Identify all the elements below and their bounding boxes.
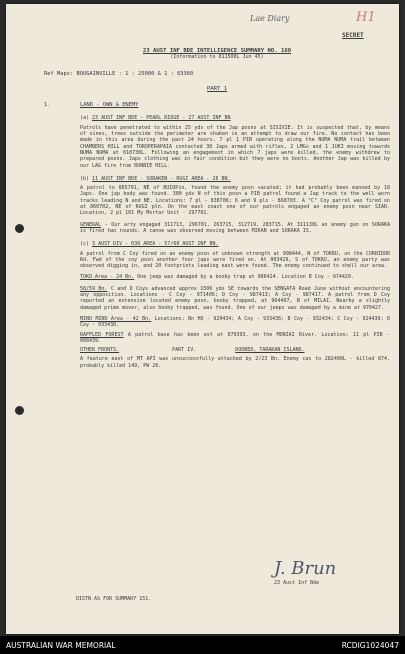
punch-hole [15,406,24,415]
distribution-note: DISTN AS FOR SUMMARY 151. [76,596,152,602]
page-mark: H1 [356,10,376,25]
toko-paragraph: TOKO Area - 24 Bn. One jeep was damaged by a booby trap at 986424. Location B Coy - 974429. [80,274,354,281]
subsection-a-heading: (a) 23 AUST INF BDE - PEARL RIDGE - 27 AUST INF BN [80,115,231,122]
document-title: 23 AUST INF BDE INTELLIGENCE SUMMARY NO. 160 [142,48,292,54]
archive-name: AUSTRALIAN WAR MEMORIAL [6,641,116,650]
other-fronts-heading: OTHER FRONTS. PART IV. DOOBED, TARAKAN ISLAND. [80,347,305,354]
section-number: 1. [44,102,51,109]
document-subtitle: (Information to 011500L Jun 45) [170,54,264,61]
archive-footer [0,636,405,654]
subsection-b-heading: (b) 11 AUST INF BDE - SORAKEN - RUGI AREA - 26 BN. [80,175,231,182]
punch-hole [15,224,24,233]
subsection-b-text: A patrol to 865701, NE of BUIOPin, found the enemy posn vacated; it had probably been manned by 18 Japs. One jap body was found. 300 yds N of this posn a PIB patrol found a Jap track to the well worn tracks leading N and NE. Locations: 7 pl - 838706; 6 and 9 pls - 868703. A "C" Coy patrol was fired on at 860702, NE of RUGI pln. On the east coast one of our patrols engaged an enemy posn near SIAR. Location, 2 pl 101 My Mortar Unit - 297701. [80,185,390,217]
signature-block: 23 Aust Inf Bde [274,580,320,586]
ravens-paragraph: RAFFLED FOREST A patrol base has been est at 070393, on the MONIAI River. Location; 11 pl PIB - 068439. [80,331,390,344]
section-heading [44,102,390,108]
bn58-paragraph: 58/59 Bn. C and D Coys advanced approx 1500 yds SE towards the SENGATA Road June without encountering any opposition. Locations - C Coy - 971406; D Coy - 987413; A Coy - 987417. A patrol from D Coy reported an extensive located enemy posn, booby trapped, at 964407, N of MILAI. Nearby a slightly damaged prime mover, also booby trapped, was found. One of our jeeps was damaged by a mine at 970427. [80,285,391,311]
document-page [6,4,399,634]
map-references: Ref Maps: BOUGAINVILLE : 1 : 25000 & 1 : 63360 [44,70,194,77]
part-heading: PART 1 [206,85,228,92]
section-title: LAND - OWN & ENEMY [80,102,139,109]
subsection-c-text: A patrol from C Coy fired on an enemy posn of unknown strength at 998444, N of TOKRU, on the CORRIDOR Rd. Fwd of the coy posn another four japs were fired on. At 003429, S of TOKRU, an enemy party was observed digging in, and 20 footprints leading east were found. The enemy continued to shell our area. [80,250,390,270]
document-body [44,48,390,369]
other-fronts-text: A feature east of MT API was unsuccessfully attacked by 2/23 Bn. Enemy cas to 282400L - killed 874, probably killed 149, PW 20. [80,356,390,369]
archive-reference: RCDIG1024047 [341,641,399,650]
signature: J. Brun [274,558,337,579]
general-paragraph: GENERAL - Our arty engaged 311713, 296701, 263715, 312719, 283715. At 311130L an enemy gun on SORAKA is fired two rounds. A canoe was observed moving between MIKAN and SORAKA IS. [80,221,390,234]
classification-mark: SECRET [342,32,364,39]
mino-paragraph: MINO MINO Area - 42 Bn. Locations; Bn HQ - 929434; A Coy - 933436; B Coy - 932434; C Coy - 924439; D Coy - 933430. [80,315,390,329]
subsection-c-heading: (c) 3 AUST DIV - 030 AREA - 57/60 AUST INF BN. [80,241,219,248]
subsection-a-text: Patrols have penetrated to within 25 yds of the Jap posns at SISIVIE. It is suspected that, by means of vines, trees outside the perimeter are shaken in an attempt to draw our fire. No contact has been made in this area during the past 24 hours. 7 pl 1 PIB operating along the NUMA NUMA trail between CHAMBERS HILL and TOROPERAPAIA contacted 30 Japs armed with rifles, 2 LMGs and 1 JUKI moving towards NUMA NUMA at 010730L. Following an engagement in which 7 japs were killed, the enemy withdrew to prepared posns. Japs clothing was in fair condition but they were no boots. Another Jap was killed by our LAG fire from BUNNIE HILL. [80,124,390,169]
handwritten-note: Lae Diary [250,14,290,23]
